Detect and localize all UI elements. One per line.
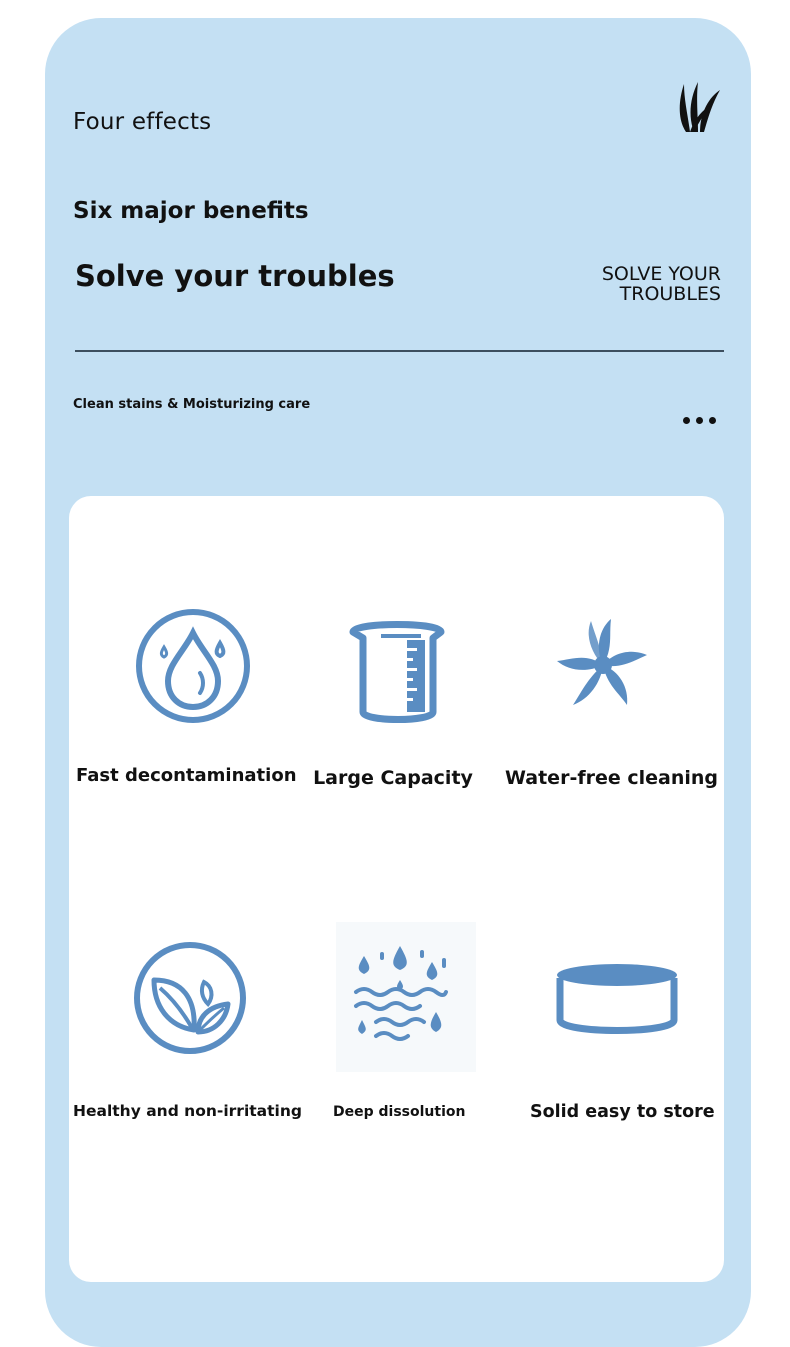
water-drops-icon xyxy=(134,607,252,725)
tagline: Clean stains & Moisturizing care xyxy=(73,397,311,412)
leaves-icon xyxy=(132,940,248,1056)
feature-healthy-non-irritating: Healthy and non-irritating xyxy=(73,1102,302,1120)
divider-line xyxy=(75,350,724,352)
feature-large-capacity: Large Capacity xyxy=(313,767,473,789)
water-splash-icon xyxy=(551,613,655,717)
feature-deep-dissolution: Deep dissolution xyxy=(333,1104,466,1120)
headline: Solve your troubles xyxy=(75,259,395,293)
page-title: Four effects xyxy=(73,109,212,135)
leaf-logo-icon xyxy=(676,80,724,136)
feature-fast-decontamination: Fast decontamination xyxy=(76,765,297,786)
dissolving-drops-icon xyxy=(336,922,476,1072)
headline-caps xyxy=(602,264,721,304)
tablet-cylinder-icon xyxy=(553,958,681,1040)
feature-water-free-cleaning: Water-free cleaning xyxy=(505,767,718,789)
feature-solid-easy-to-store: Solid easy to store xyxy=(530,1102,715,1122)
headline-caps-line1: SOLVE YOUR xyxy=(601,263,721,285)
measuring-beaker-icon xyxy=(345,612,449,730)
more-dots-icon xyxy=(683,409,723,417)
section-subtitle: Six major benefits xyxy=(73,198,309,224)
headline-caps-line2: TROUBLES xyxy=(619,283,721,305)
